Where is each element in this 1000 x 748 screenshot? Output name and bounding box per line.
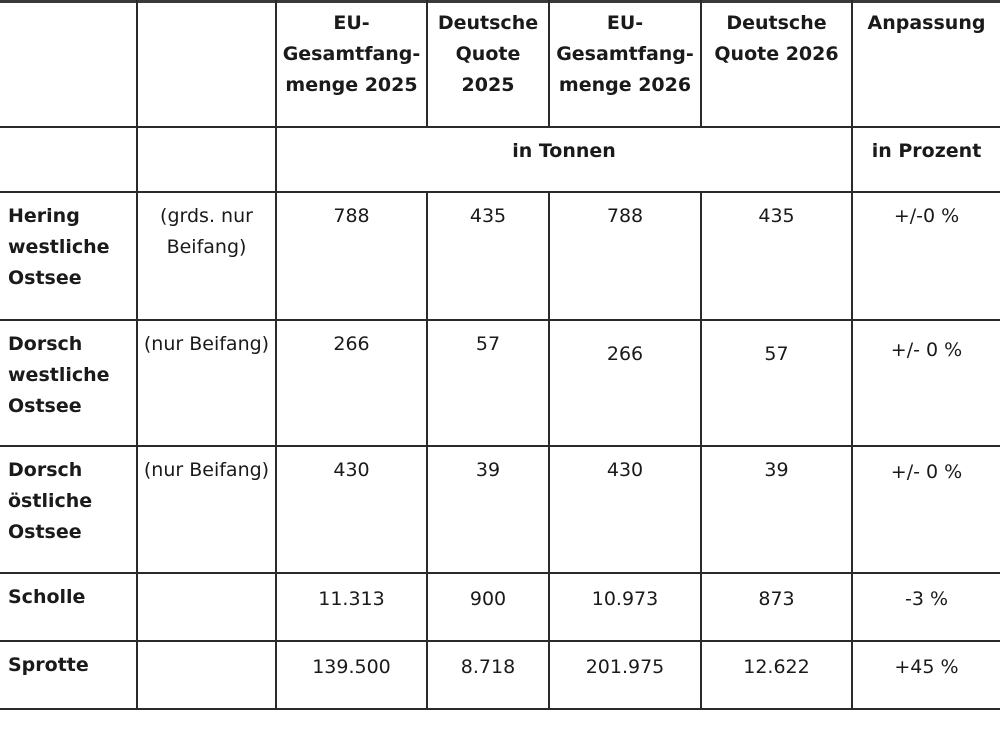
units-empty-2	[138, 128, 277, 193]
row-note	[138, 574, 277, 642]
cell-eu-2025: 266	[277, 321, 428, 447]
header-eu-2026	[550, 0, 702, 128]
header-line: Gesamtfang-	[556, 43, 694, 65]
units-empty-1	[0, 128, 138, 193]
species-line: Sprotte	[8, 654, 89, 676]
species-line: Dorsch	[8, 333, 83, 355]
species-line: Scholle	[8, 586, 86, 608]
cell-change: +/- 0 %	[853, 447, 1000, 574]
header-de-2025	[428, 0, 550, 128]
note-line: (grds. nur	[160, 205, 253, 227]
row-species-dorsch-west	[0, 321, 138, 447]
header-line: menge 2025	[285, 74, 418, 96]
species-line: Hering	[8, 205, 80, 227]
cell-de-2025: 435	[428, 193, 550, 321]
header-line: Quote	[455, 43, 521, 65]
species-line: Ostsee	[8, 395, 82, 417]
header-line: EU-	[606, 12, 644, 34]
units-percent: in Prozent	[853, 128, 1000, 193]
cell-eu-2025: 11.313	[277, 574, 428, 642]
cell-change: +/- 0 %	[853, 321, 1000, 447]
cell-de-2026: 873	[702, 574, 853, 642]
cell-eu-2026: 201.975	[550, 642, 702, 710]
cell-eu-2026: 266	[550, 321, 702, 447]
cell-change: +/-0 %	[853, 193, 1000, 321]
header-line: Deutsche	[726, 12, 827, 34]
note-line: (nur Beifang)	[143, 459, 270, 481]
header-line: Gesamtfang-	[282, 43, 421, 65]
header-eu-2025	[277, 0, 428, 128]
note-line: Beifang)	[166, 236, 247, 258]
cell-de-2026: 12.622	[702, 642, 853, 710]
cell-change: -3 %	[853, 574, 1000, 642]
header-line: Quote 2026	[714, 43, 839, 65]
cell-de-2026: 39	[702, 447, 853, 574]
cell-eu-2026: 788	[550, 193, 702, 321]
cell-eu-2025: 788	[277, 193, 428, 321]
row-species-dorsch-east	[0, 447, 138, 574]
row-note	[138, 447, 277, 574]
row-note	[138, 321, 277, 447]
cell-de-2025: 8.718	[428, 642, 550, 710]
row-note	[138, 193, 277, 321]
cell-de-2026: 57	[702, 321, 853, 447]
species-line: Dorsch	[8, 459, 83, 481]
header-de-2026	[702, 0, 853, 128]
cell-de-2025: 57	[428, 321, 550, 447]
row-species-sprotte	[0, 642, 138, 710]
header-change	[853, 0, 1000, 128]
header-empty-2	[138, 0, 277, 128]
header-line: menge 2026	[558, 74, 692, 96]
cell-eu-2026: 10.973	[550, 574, 702, 642]
units-tonnes: in Tonnen	[277, 128, 853, 193]
cell-eu-2026: 430	[550, 447, 702, 574]
row-species-hering	[0, 193, 138, 321]
note-line: (nur Beifang)	[143, 333, 270, 355]
cell-change: +45 %	[853, 642, 1000, 710]
cell-de-2026: 435	[702, 193, 853, 321]
header-line: Deutsche	[437, 12, 539, 34]
header-line: EU-	[333, 12, 370, 34]
species-line: westliche	[8, 364, 110, 386]
cell-de-2025: 900	[428, 574, 550, 642]
header-empty-1	[0, 0, 138, 128]
cell-de-2025: 39	[428, 447, 550, 574]
cell-eu-2025: 430	[277, 447, 428, 574]
row-species-scholle	[0, 574, 138, 642]
header-line: 2025	[461, 74, 515, 96]
header-line: Anpassung	[867, 12, 986, 34]
cell-eu-2025: 139.500	[277, 642, 428, 710]
row-note	[138, 642, 277, 710]
species-line: östliche	[8, 490, 93, 512]
species-line: Ostsee	[8, 521, 82, 543]
species-line: Ostsee	[8, 267, 82, 289]
species-line: westliche	[8, 236, 110, 258]
